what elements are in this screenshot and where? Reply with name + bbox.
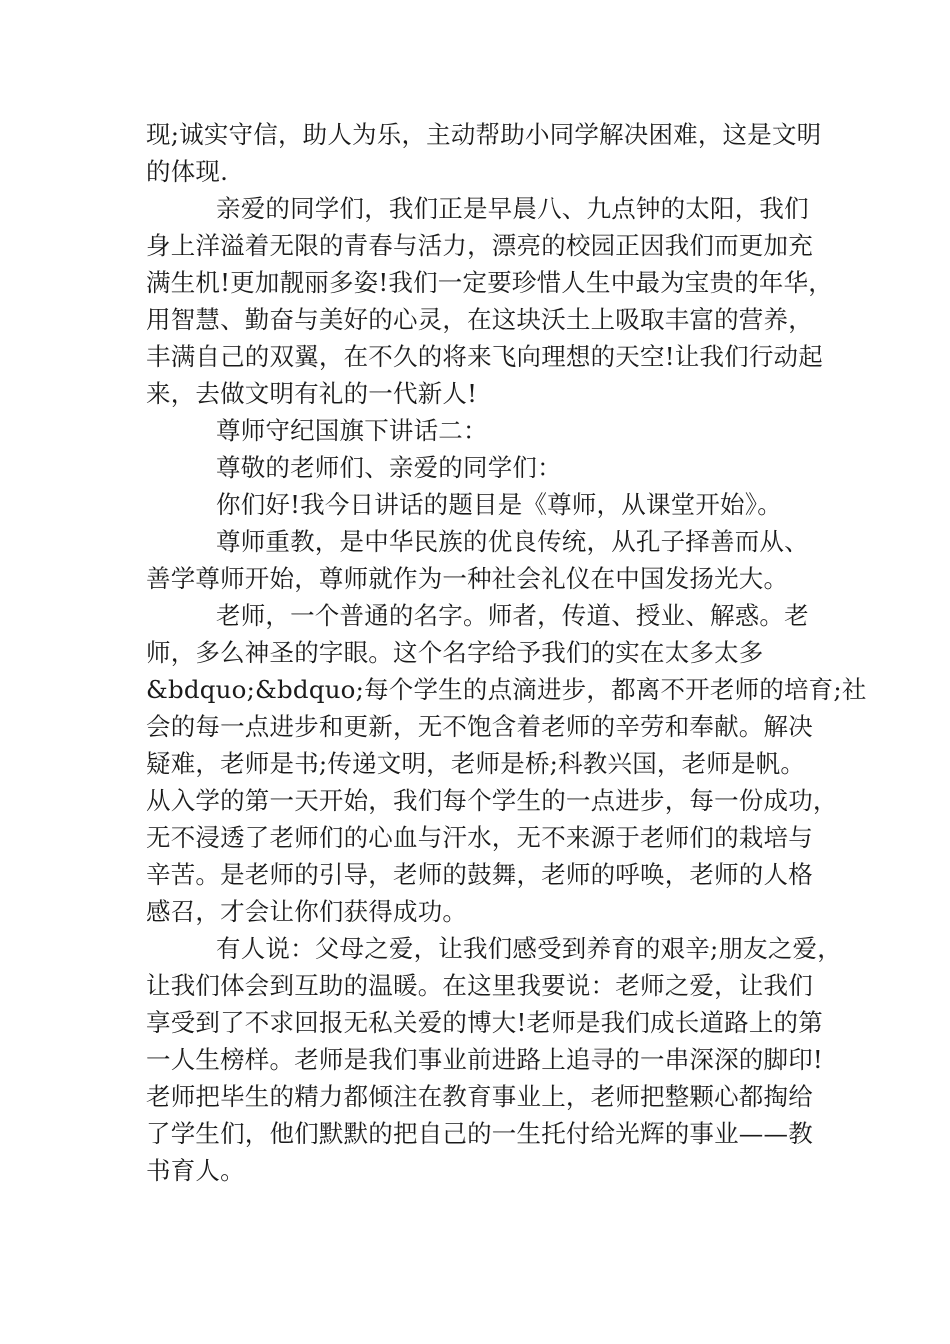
document-body bbox=[146, 116, 867, 1189]
text-line: 一人生榜样。老师是我们事业前进路上追寻的一串深深的脚印! bbox=[146, 1045, 823, 1074]
text-line: 来，去做文明有礼的一代新人! bbox=[146, 379, 478, 408]
text-line: 用智慧、勤奋与美好的心灵，在这块沃土上吸取丰富的营养， bbox=[146, 305, 813, 334]
text-line: 书育人。 bbox=[146, 1156, 245, 1185]
text-line: 了学生们，他们默默的把自己的一生托付给光辉的事业——教 bbox=[146, 1119, 813, 1148]
text-line: 无不浸透了老师们的心血与汗水，无不来源于老师们的栽培与 bbox=[146, 823, 813, 852]
text-line: 从入学的第一天开始，我们每个学生的一点进步，每一份成功， bbox=[146, 786, 838, 815]
text-line: 亲爱的同学们，我们正是早晨八、九点钟的太阳，我们 bbox=[216, 194, 809, 223]
text-line: 丰满自己的双翼，在不久的将来飞向理想的天空!让我们行动起 bbox=[146, 342, 823, 371]
text-line: 你们好!我今日讲话的题目是《尊师，从课堂开始》。 bbox=[216, 490, 782, 519]
text-line: &bdquo;&bdquo;每个学生的点滴进步，都离不开老师的培育;社 bbox=[146, 675, 867, 704]
text-line: 身上洋溢着无限的青春与活力，漂亮的校园正因我们而更加充 bbox=[146, 231, 813, 260]
text-line: 辛苦。是老师的引导，老师的鼓舞，老师的呼唤，老师的人格 bbox=[146, 860, 813, 889]
text-line: 有人说：父母之爱，让我们感受到养育的艰辛;朋友之爱， bbox=[216, 934, 842, 963]
text-line: 尊师守纪国旗下讲话二： bbox=[216, 416, 488, 445]
text-line: 尊师重教，是中华民族的优良传统，从孔子择善而从、 bbox=[216, 527, 809, 556]
text-line: 老师，一个普通的名字。师者，传道、授业、解惑。老 bbox=[216, 601, 809, 630]
text-line: 的体现. bbox=[146, 157, 229, 186]
text-line: 老师把毕生的精力都倾注在教育事业上，老师把整颗心都掏给 bbox=[146, 1082, 813, 1111]
text-line: 现;诚实守信，助人为乐，主动帮助小同学解决困难，这是文明 bbox=[146, 120, 822, 149]
text-line: 疑难，老师是书;传递文明，老师是桥;科教兴国，老师是帆。 bbox=[146, 749, 806, 778]
text-line: 善学尊师开始，尊师就作为一种社会礼仪在中国发扬光大。 bbox=[146, 564, 789, 593]
text-line: 师，多么神圣的字眼。这个名字给予我们的实在太多太多 bbox=[146, 638, 764, 667]
text-line: 会的每一点进步和更新，无不饱含着老师的辛劳和奉献。解决 bbox=[146, 712, 813, 741]
text-line: 让我们体会到互助的温暖。在这里我要说：老师之爱，让我们 bbox=[146, 971, 813, 1000]
text-line: 尊敬的老师们、亲爱的同学们： bbox=[216, 453, 562, 482]
text-line: 享受到了不求回报无私关爱的博大!老师是我们成长道路上的第 bbox=[146, 1008, 823, 1037]
text-line: 满生机!更加靓丽多姿!我们一定要珍惜人生中最为宝贵的年华， bbox=[146, 268, 833, 297]
text-line: 感召，才会让你们获得成功。 bbox=[146, 897, 468, 926]
